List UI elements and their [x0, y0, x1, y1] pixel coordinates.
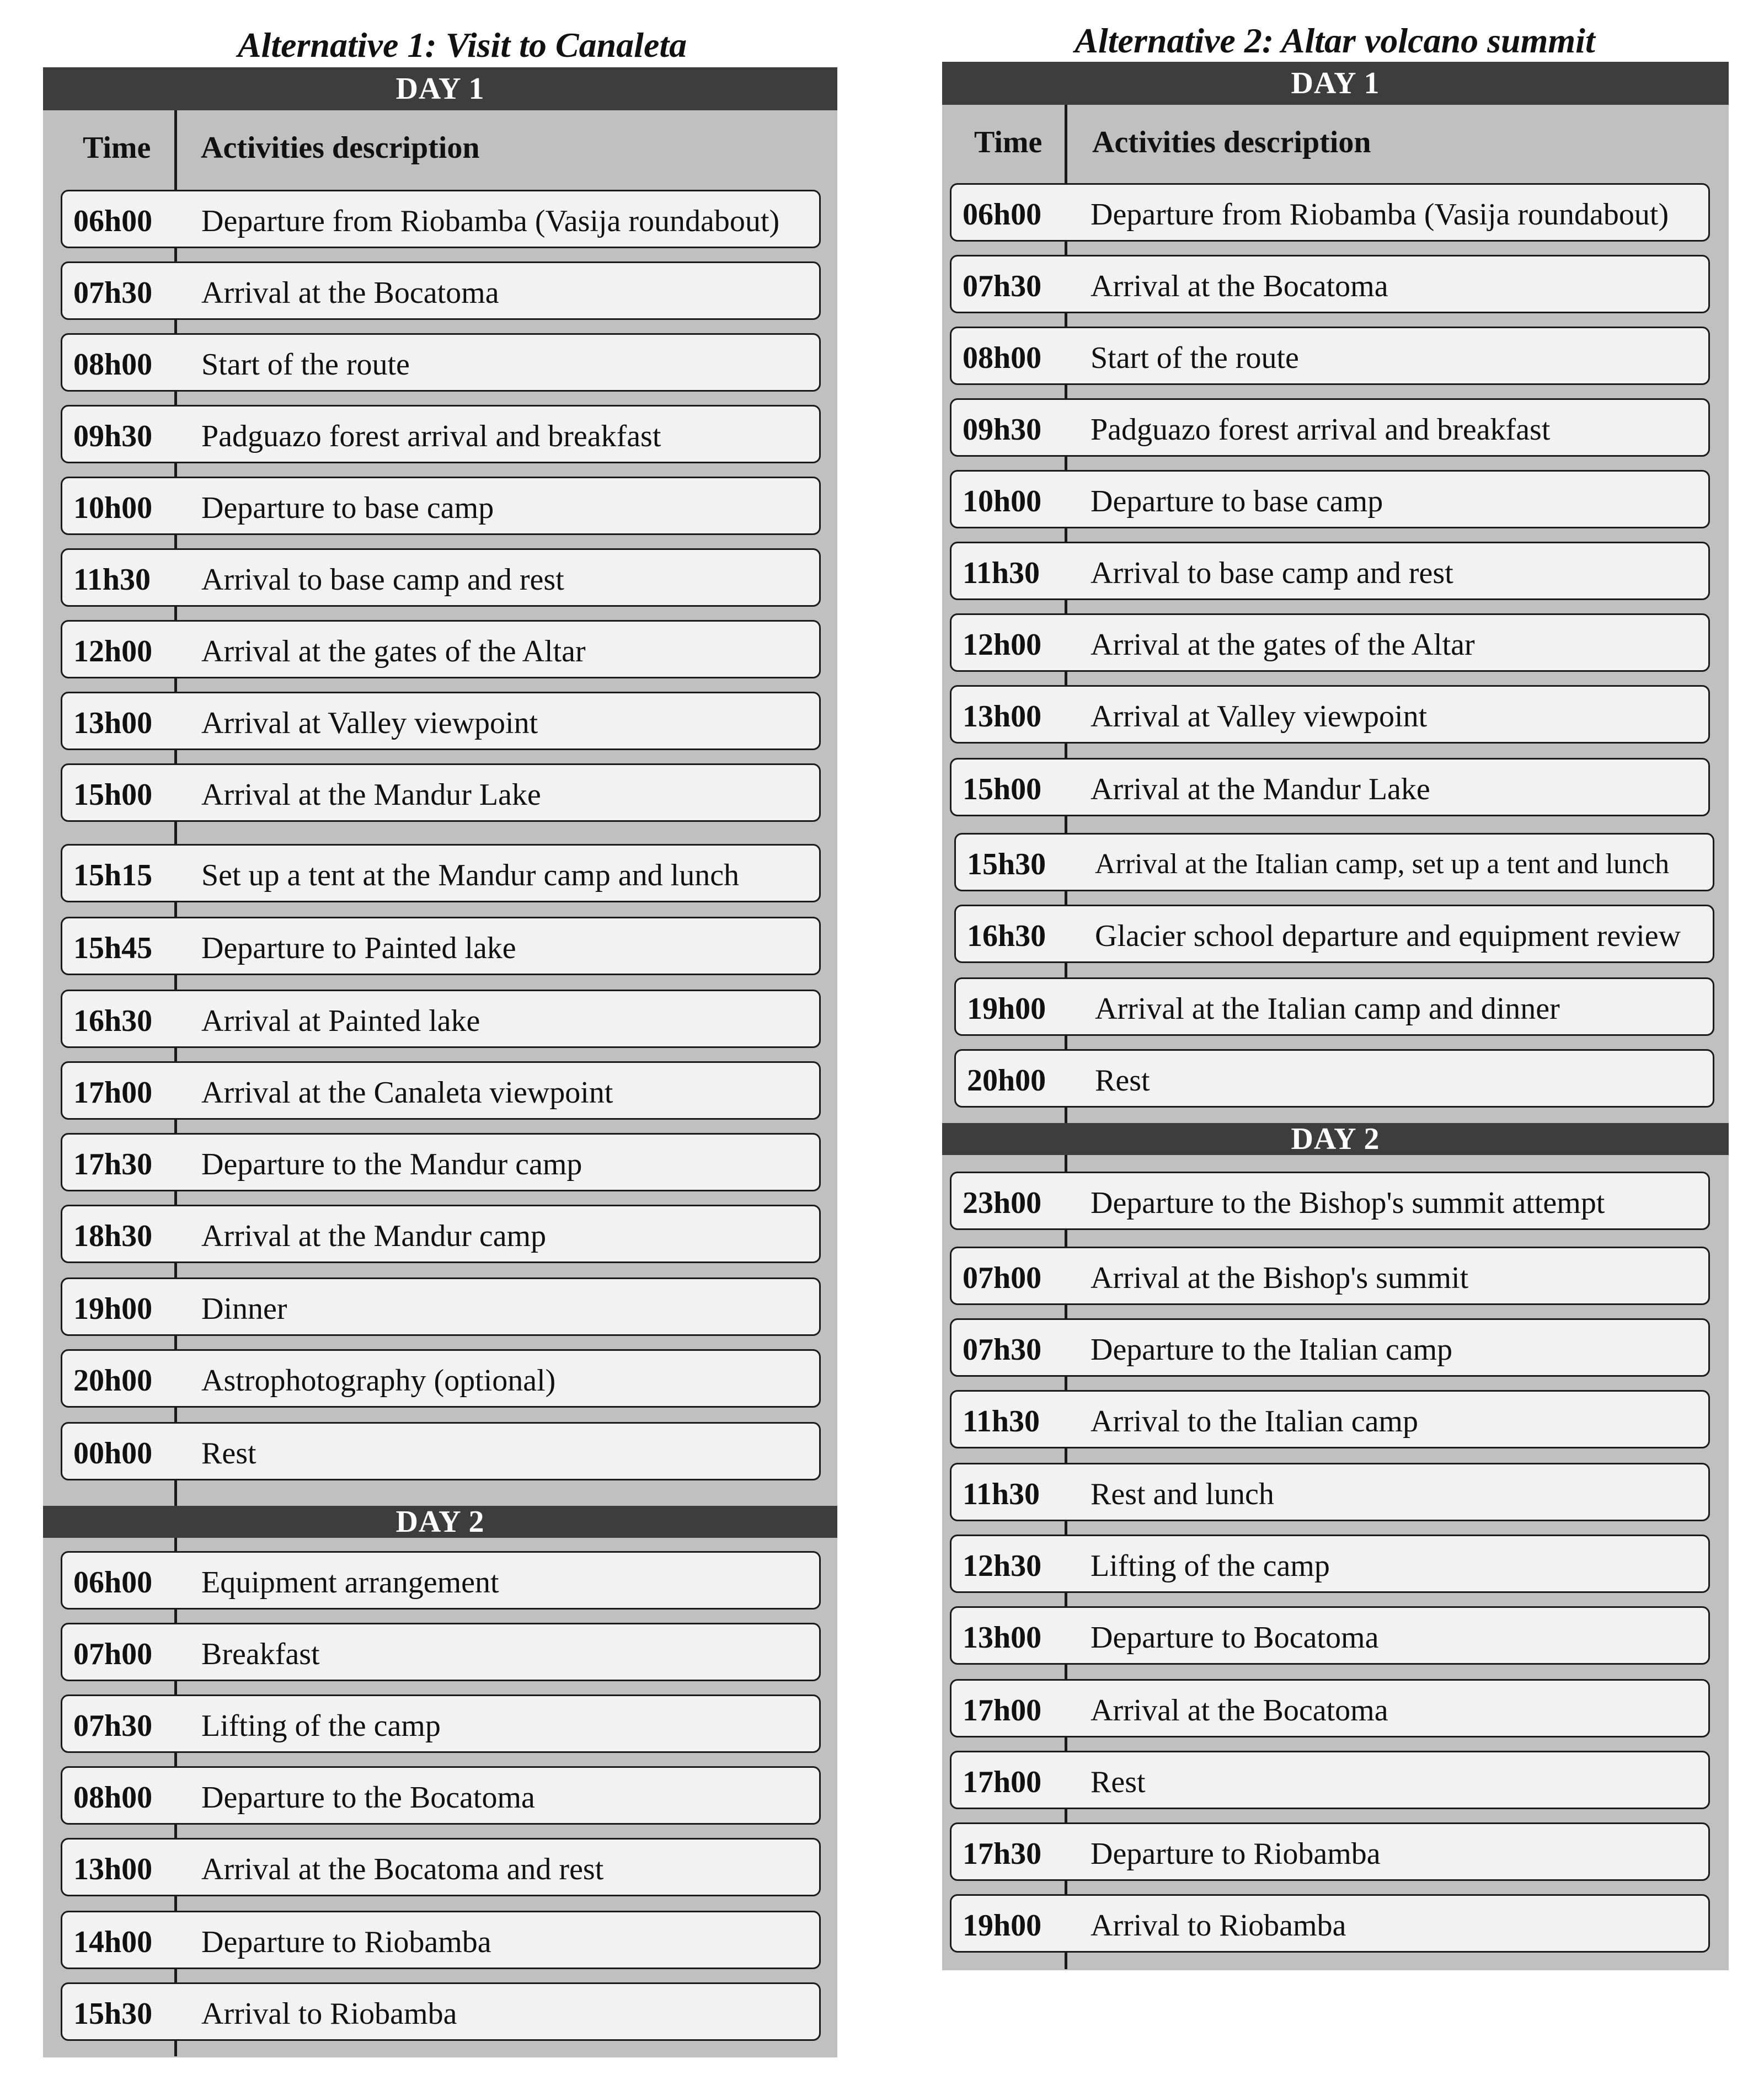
activity-cell: Arrival at the Canaleta viewpoint [201, 1076, 613, 1110]
activity-cell: Departure from Riobamba (Vasija roundabout) [201, 204, 780, 238]
activity-cell: Rest and lunch [1091, 1477, 1274, 1511]
time-cell: 12h30 [963, 1549, 1042, 1583]
table-row [61, 1838, 821, 1896]
table-row [954, 833, 1714, 891]
right-time-header: Time [974, 125, 1043, 159]
activity-cell: Arrival at the Mandur Lake [1091, 772, 1430, 806]
activity-cell: Padguazo forest arrival and breakfast [201, 419, 661, 453]
table-row [950, 613, 1710, 672]
time-cell: 11h30 [963, 1477, 1040, 1511]
table-row [950, 1822, 1710, 1881]
table-row [950, 1535, 1710, 1593]
activity-cell: Arrival at the gates of the Altar [201, 634, 586, 669]
activity-cell: Padguazo forest arrival and breakfast [1091, 413, 1551, 447]
right-title: Alternative 2: Altar volcano summit [1075, 21, 1595, 60]
table-row [950, 1606, 1710, 1665]
time-cell: 17h30 [73, 1147, 153, 1182]
table-row [950, 255, 1710, 313]
activity-cell: Departure to the Mandur camp [201, 1147, 582, 1182]
table-row [61, 844, 821, 902]
time-cell: 11h30 [963, 1404, 1040, 1439]
activity-cell: Breakfast [201, 1637, 320, 1671]
time-cell: 08h00 [963, 341, 1042, 375]
table-row [950, 470, 1710, 528]
time-cell: 11h30 [963, 556, 1040, 590]
activity-cell: Arrival at the Italian camp, set up a tent and lunch [1095, 848, 1670, 880]
time-cell: 17h00 [73, 1076, 153, 1110]
activity-cell: Departure from Riobamba (Vasija roundabout) [1091, 197, 1669, 232]
activity-cell: Departure to base camp [201, 491, 494, 525]
activity-cell: Arrival at the Bocatoma [1091, 269, 1388, 303]
table-row [950, 1390, 1710, 1448]
time-cell: 15h00 [963, 772, 1042, 806]
activity-cell: Arrival at Painted lake [201, 1004, 480, 1038]
time-cell: 15h45 [73, 931, 153, 965]
table-row [61, 1982, 821, 2041]
table-row [61, 1205, 821, 1263]
left-time-header: Time [83, 131, 151, 165]
time-cell: 16h30 [73, 1004, 153, 1038]
table-row [61, 1422, 821, 1480]
activity-cell: Arrival at Valley viewpoint [1091, 699, 1428, 734]
time-cell: 08h00 [73, 348, 153, 382]
activity-cell: Equipment arrangement [201, 1565, 499, 1600]
activity-cell: Rest [1095, 1063, 1150, 1098]
activity-cell: Arrival to Riobamba [1091, 1908, 1346, 1943]
table-row [61, 477, 821, 535]
activity-cell: Arrival at the Bocatoma [1091, 1693, 1388, 1728]
time-cell: 12h00 [963, 628, 1042, 662]
table-row [61, 190, 821, 248]
table-row [950, 685, 1710, 744]
activity-cell: Arrival at the gates of the Altar [1091, 628, 1475, 662]
time-cell: 13h00 [963, 699, 1042, 734]
activity-cell: Arrival to the Italian camp [1091, 1404, 1418, 1439]
activity-cell: Glacier school departure and equipment review [1095, 919, 1681, 953]
table-row [61, 1133, 821, 1191]
time-cell: 20h00 [73, 1364, 153, 1398]
time-cell: 15h30 [967, 847, 1046, 881]
time-cell: 17h30 [963, 1837, 1042, 1871]
activity-cell: Dinner [201, 1292, 287, 1326]
activity-cell: Arrival at the Bocatoma [201, 276, 499, 310]
time-cell: 19h00 [73, 1292, 153, 1326]
left-desc-header: Activities description [201, 131, 480, 165]
time-cell: 06h00 [73, 204, 153, 238]
table-row [61, 620, 821, 678]
table-row [950, 1247, 1710, 1305]
table-row [61, 333, 821, 392]
table-row [950, 1318, 1710, 1377]
activity-cell: Departure to the Bocatoma [201, 1781, 535, 1815]
activity-cell: Arrival at the Bocatoma and rest [201, 1852, 604, 1886]
table-row [950, 542, 1710, 600]
activity-cell: Arrival to base camp and rest [1091, 556, 1453, 590]
time-cell: 14h00 [73, 1925, 153, 1959]
table-row [950, 758, 1710, 816]
table-row [61, 1061, 821, 1120]
table-row [950, 183, 1710, 242]
table-row [61, 1623, 821, 1681]
table-row [61, 548, 821, 607]
time-cell: 19h00 [963, 1908, 1042, 1943]
time-cell: 15h00 [73, 778, 153, 812]
time-cell: 15h15 [73, 858, 153, 892]
table-row [950, 1679, 1710, 1738]
table-row [61, 1911, 821, 1969]
table-row [950, 1894, 1710, 1953]
time-cell: 10h00 [963, 484, 1042, 518]
table-row [954, 977, 1714, 1036]
table-row [61, 917, 821, 975]
activity-cell: Start of the route [201, 348, 410, 382]
time-cell: 07h30 [963, 269, 1042, 303]
activity-cell: Lifting of the camp [201, 1709, 441, 1743]
activity-cell: Astrophotography (optional) [201, 1364, 556, 1398]
activity-cell: Departure to the Italian camp [1091, 1333, 1453, 1367]
activity-cell: Arrival at the Mandur Lake [201, 778, 541, 812]
activity-cell: Departure to the Bishop's summit attempt [1091, 1186, 1605, 1220]
activity-cell: Arrival at the Italian camp and dinner [1095, 992, 1560, 1026]
activity-cell: Lifting of the camp [1091, 1549, 1330, 1583]
activity-cell: Arrival at the Bishop's summit [1091, 1261, 1469, 1295]
time-cell: 16h30 [967, 919, 1046, 953]
table-row [954, 1049, 1714, 1108]
time-cell: 15h30 [73, 1997, 153, 2031]
table-row [61, 763, 821, 822]
table-row [950, 1751, 1710, 1809]
time-cell: 08h00 [73, 1781, 153, 1815]
right-desc-header: Activities description [1092, 125, 1371, 159]
time-cell: 06h00 [963, 197, 1042, 232]
time-cell: 06h00 [73, 1565, 153, 1600]
activity-cell: Arrival at Valley viewpoint [201, 706, 538, 740]
left-title: Alternative 1: Visit to Canaleta [237, 25, 687, 65]
time-cell: 17h00 [963, 1765, 1042, 1799]
table-row [61, 1277, 821, 1336]
table-row [61, 405, 821, 463]
activity-cell: Start of the route [1091, 341, 1299, 375]
activity-cell: Arrival to Riobamba [201, 1997, 457, 2031]
activity-cell: Set up a tent at the Mandur camp and lunch [201, 858, 740, 892]
time-cell: 07h30 [73, 276, 153, 310]
time-cell: 18h30 [73, 1219, 153, 1253]
time-cell: 10h00 [73, 491, 153, 525]
table-row [950, 398, 1710, 457]
right-day1-band: DAY 1 [942, 62, 1729, 105]
table-row [61, 1694, 821, 1753]
time-cell: 20h00 [967, 1063, 1046, 1098]
table-row [61, 1349, 821, 1408]
time-cell: 07h30 [73, 1709, 153, 1743]
table-row [950, 1172, 1710, 1230]
activity-cell: Rest [201, 1436, 256, 1471]
time-cell: 12h00 [73, 634, 153, 669]
time-cell: 11h30 [73, 563, 151, 597]
table-row [61, 1551, 821, 1610]
table-row [950, 1463, 1710, 1521]
time-cell: 00h00 [73, 1436, 153, 1471]
left-day1-band: DAY 1 [43, 67, 837, 110]
time-cell: 07h00 [73, 1637, 153, 1671]
activity-cell: Rest [1091, 1765, 1146, 1799]
table-row [61, 261, 821, 320]
time-cell: 19h00 [967, 992, 1046, 1026]
time-cell: 07h00 [963, 1261, 1042, 1295]
table-row [61, 1766, 821, 1825]
table-row [954, 905, 1714, 963]
time-cell: 13h00 [73, 1852, 153, 1886]
activity-cell: Arrival to base camp and rest [201, 563, 564, 597]
right-day2-band: DAY 2 [942, 1123, 1729, 1155]
table-row [61, 692, 821, 750]
left-day2-band: DAY 2 [43, 1506, 837, 1538]
activity-cell: Arrival at the Mandur camp [201, 1219, 547, 1253]
time-cell: 13h00 [73, 706, 153, 740]
time-cell: 17h00 [963, 1693, 1042, 1728]
activity-cell: Departure to Bocatoma [1091, 1621, 1379, 1655]
time-cell: 09h30 [73, 419, 153, 453]
time-cell: 13h00 [963, 1621, 1042, 1655]
time-cell: 07h30 [963, 1333, 1042, 1367]
activity-cell: Departure to base camp [1091, 484, 1383, 518]
time-cell: 23h00 [963, 1186, 1042, 1220]
activity-cell: Departure to Riobamba [201, 1925, 491, 1959]
table-row [61, 990, 821, 1048]
activity-cell: Departure to Riobamba [1091, 1837, 1381, 1871]
time-cell: 09h30 [963, 413, 1042, 447]
table-row [950, 327, 1710, 385]
activity-cell: Departure to Painted lake [201, 931, 516, 965]
